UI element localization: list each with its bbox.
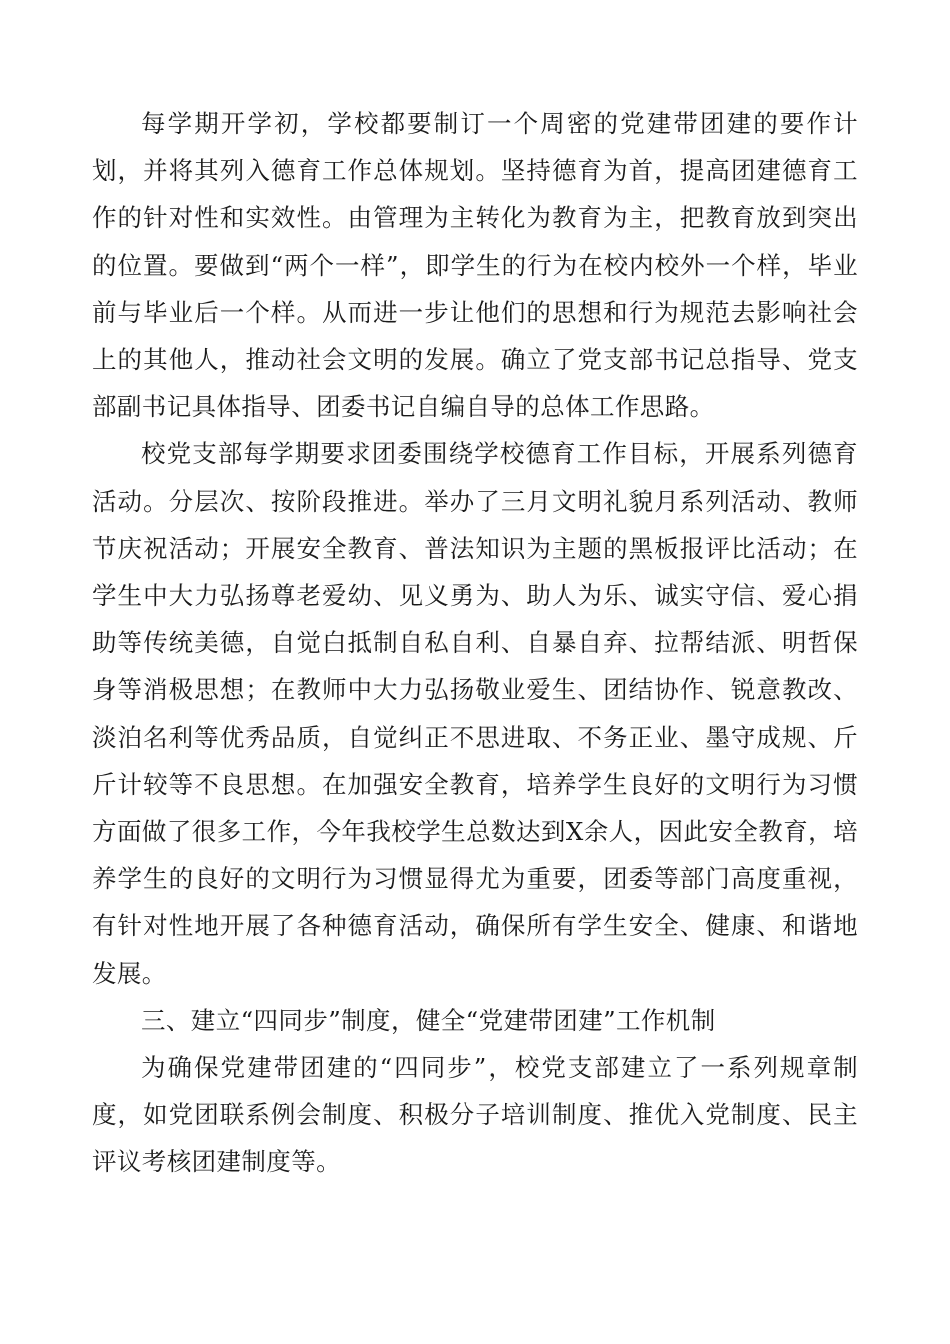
document-page: [92, 100, 858, 1186]
section-heading: 三、建立“四同步”制度，健全“党建带团建”工作机制: [141, 1005, 716, 1035]
paragraph-plan: 每学期开学初，学校都要制订一个周密的党建带团建的要作计划，并将其列入德育工作总体规划。坚持德育为首，提高团建德育工作的针对性和实效性。由管理为主转化为教育为主，把教育放到突出的位置。要做到“两个一样”，即学生的行为在校内校外一个样，毕业前与毕业后一个样。从而进一步让他们的思想和行为规范去影响社会上的其他人，推动社会文明的发展。确立了党支部书记总指导、党支部副书记具体指导、团委书记自编自导的总体工作思路。: [92, 109, 858, 422]
paragraph-activities: 校党支部每学期要求团委围绕学校德育工作目标，开展系列德育活动。分层次、按阶段推进。举办了三月文明礼貌月系列活动、教师节庆祝活动；开展安全教育、普法知识为主题的黑板报评比活动；在学生中大力弘扬尊老爱幼、见义勇为、助人为乐、诚实守信、爱心捐助等传统美德，自觉白抵制自私自利、自暴自弃、拉帮结派、明哲保身等消极思想；在教师中大力弘扬敬业爱生、团结协作、锐意教改、淡泊名利等优秀品质，自觉纠正不思进取、不务正业、墨守成规、斤斤计较等不良思想。在加强安全教育，培养学生良好的文明行为习惯方面做了很多工作，今年我校学生总数达到X余人，因此安全教育，培养学生的良好的文明行为习惯显得尤为重要，团委等部门高度重视，有针对性地开展了各种德育活动，确保所有学生安全、健康、和谐地发展。: [92, 439, 858, 988]
paragraph-regulations: 为确保党建带团建的“四同步”，校党支部建立了一系列规章制度，如党团联系例会制度、积极分子培训制度、推优入党制度、民主评议考核团建制度等。: [92, 1053, 858, 1177]
